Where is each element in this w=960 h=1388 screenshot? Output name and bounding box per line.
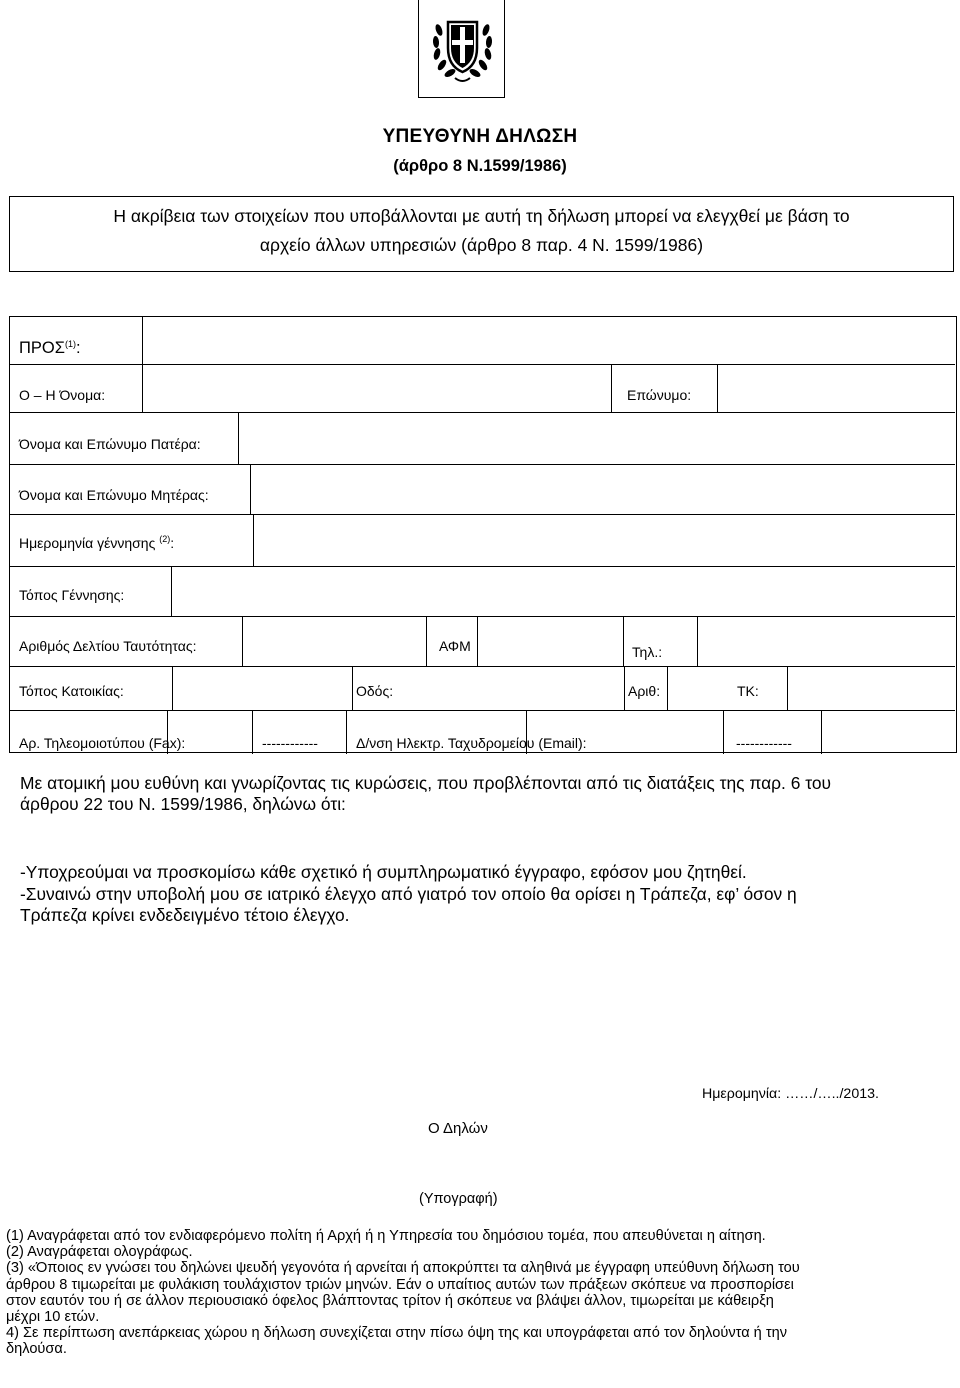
recipient-label (19, 339, 81, 358)
declarant-form (9, 316, 957, 753)
residence-label: Τόπος Κατοικίας: (19, 683, 124, 699)
email-label: Δ/νση Ηλεκτρ. Ταχυδρομείου (Email): (356, 735, 587, 751)
footnote-3-line-3: στον εαυτόν του ή σε άλλον περιουσιακό όφελος βλάπτοντας τρίτον ή σκόπευε να βλάψει άλλον, τιμωρείται με κάθειρξη (6, 1292, 774, 1309)
recipient-colon: : (75, 339, 81, 357)
declaration-item-1: -Υποχρεούμαι να προσκομίσω κάθε σχετικό ή συμπληρωματικό έγγραφο, εφόσον μου ζητηθεί. (20, 862, 747, 882)
footnote-3-line-4: μέχρι 10 ετών. (6, 1309, 100, 1326)
verification-notice (9, 196, 954, 272)
recipient-label-text: ΠΡΟΣ (19, 339, 65, 357)
mother-name-label: Όνομα και Επώνυμο Μητέρας: (19, 487, 209, 503)
birthdate-colon: : (170, 535, 175, 551)
fax-value: ------------ (262, 735, 318, 751)
declaration-item-2 (20, 884, 950, 926)
email-value: ------------ (736, 735, 792, 751)
footnote-3-line-1: (3) «Όποιος εν γνώσει του δηλώνει ψευδή γεγονότα ή αρνείται ή αποκρύπτει τα αληθινά με έγγραφη υπεύθυνη δήλωση του (6, 1260, 800, 1277)
footnote-3-line-2: άρθρου 8 τιμωρείται με φυλάκιση τουλάχιστον τριών μηνών. Εάν ο υπαίτιος αυτών των πράξεων σκόπευε να προσπορίσει (6, 1276, 794, 1293)
notice-line-2: αρχείο άλλων υπηρεσιών (άρθρο 8 παρ. 4 Ν. 1599/1986) (259, 235, 704, 255)
declaration-item-2-line-2: Τράπεζα κρίνει ενδεδειγμένο τέτοιο έλεγχο. (20, 905, 350, 925)
signature-caption: (Υπογραφή) (419, 1191, 498, 1207)
footnote-4-line-1: 4) Σε περίπτωση ανεπάρκειας χώρου η δήλωση συνεχίζεται στην πίσω όψη της και υπογράφεται από τον δηλούντα ή την (6, 1325, 788, 1342)
emblem-frame (418, 0, 505, 98)
id-card-label: Αριθμός Δελτίου Ταυτότητας: (19, 638, 197, 654)
phone-label: Τηλ.: (632, 644, 663, 660)
footnote-4-line-2: δηλούσα. (6, 1341, 67, 1358)
document-subtitle: (άρθρο 8 Ν.1599/1986) (393, 157, 567, 175)
first-name-label: Ο – Η Όνομα: (19, 387, 106, 403)
declaration-intro-line-1: Με ατομική μου ευθύνη και γνωρίζοντας τις κυρώσεις, που προβλέπονται από τις διατάξεις της παρ. 6 του (20, 773, 832, 793)
surname-label: Επώνυμο: (627, 387, 692, 403)
footnote-2: (2) Αναγράφεται ολογράφως. (6, 1244, 193, 1261)
afm-label: ΑΦΜ (439, 638, 471, 654)
birthdate-label-text: Ημερομηνία γέννησης (19, 535, 156, 551)
fax-label: Αρ. Τηλεομοιοτύπου (Fax): (19, 735, 186, 751)
birthdate-label (19, 534, 174, 551)
document-title: ΥΠΕΥΘΥΝΗ ΔΗΛΩΣΗ (382, 126, 578, 147)
father-name-label: Όνομα και Επώνυμο Πατέρα: (19, 436, 201, 452)
street-number-label: Αριθ: (628, 683, 661, 699)
footnote-1: (1) Αναγράφεται από τον ενδιαφερόμενο πολίτη ή Αρχή ή η Υπηρεσία του δημόσιου τομέα, που απευθύνεται η αίτηση. (6, 1228, 766, 1244)
greek-coat-of-arms-icon (419, 0, 506, 98)
notice-line-1: Η ακρίβεια των στοιχείων που υποβάλλονται με αυτή τη δήλωση μπορεί να ελεγχθεί με βάση το (113, 206, 850, 226)
footnotes (6, 1228, 956, 1358)
street-label: Οδός: (356, 683, 394, 699)
declaration-intro (20, 773, 950, 815)
postcode-label: ΤΚ: (737, 683, 759, 699)
declarant-label: Ο Δηλών (428, 1120, 488, 1137)
signature-date: Ημερομηνία: ……/…../2013. (702, 1086, 879, 1102)
declaration-intro-line-2: άρθρου 22 του Ν. 1599/1986, δηλώνω ότι: (20, 794, 346, 814)
recipient-footnote-ref: (1) (64, 339, 76, 349)
birthplace-label: Τόπος Γέννησης: (19, 587, 125, 603)
birthdate-footnote-ref: (2) (159, 534, 171, 544)
declaration-item-2-line-1: -Συναινώ στην υποβολή μου σε ιατρικό έλεγχο από γιατρό τον οποίο θα ορίσει η Τράπεζα, εφ’ όσον η (20, 884, 797, 904)
